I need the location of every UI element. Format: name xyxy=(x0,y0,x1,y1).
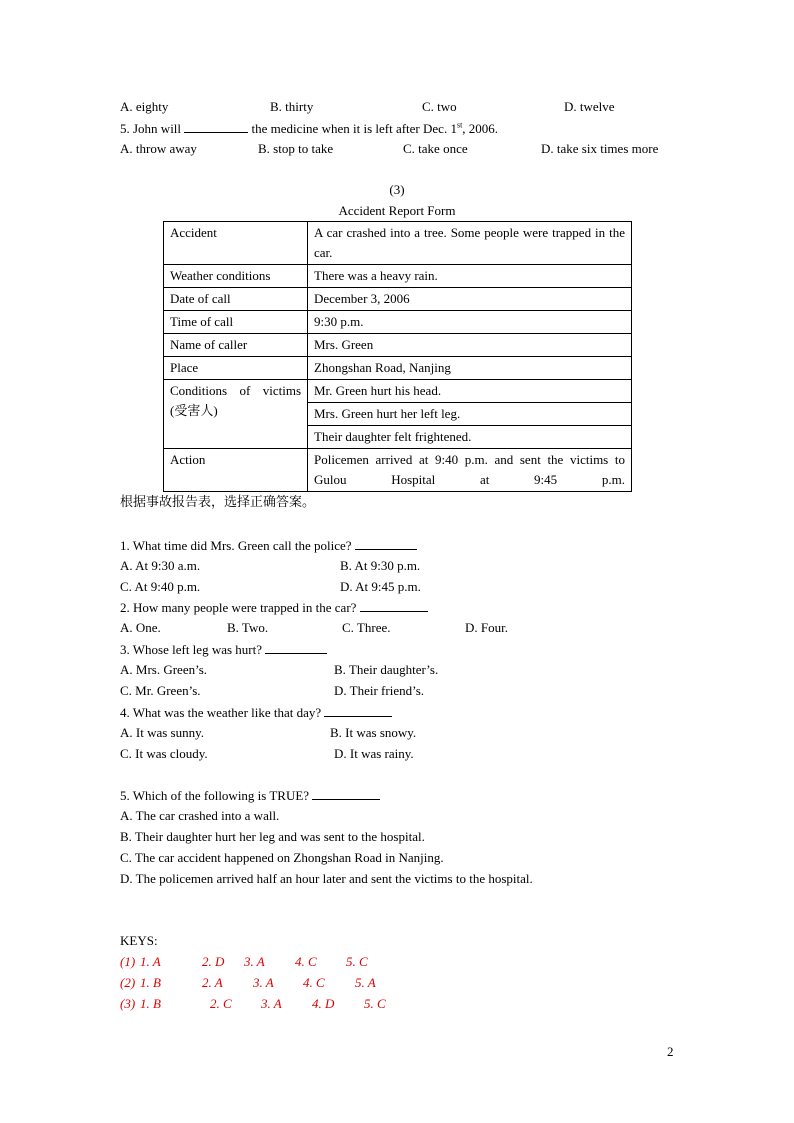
row-value: Mrs. Green xyxy=(308,334,632,357)
row-label: Action xyxy=(164,449,308,492)
table-row xyxy=(164,288,632,311)
key-answer: 5. A xyxy=(355,975,376,990)
q5b-option-b: B. Their daughter hurt her leg and was sent to the hospital. xyxy=(120,829,425,844)
key-answer: 1. B xyxy=(140,975,161,990)
question-text: 4. What was the weather like that day? xyxy=(120,705,322,720)
q5-stem-tail: , 2006. xyxy=(462,121,499,136)
question-4 xyxy=(120,704,392,721)
key-set-3 xyxy=(120,996,386,1012)
row-value: Zhongshan Road, Nanjing xyxy=(308,357,632,380)
key-set-2 xyxy=(120,975,376,991)
answer-blank xyxy=(312,787,380,800)
q4-option-a: A. eighty xyxy=(120,99,169,114)
table-row xyxy=(164,311,632,334)
page-number: 2 xyxy=(667,1044,674,1059)
question-text: 2. How many people were trapped in the car? xyxy=(120,600,357,615)
table-row xyxy=(164,357,632,380)
answer-blank xyxy=(324,704,392,717)
q1-option-c: C. At 9:40 p.m. xyxy=(120,579,201,594)
q4-option-c: C. It was cloudy. xyxy=(120,746,208,761)
q4-option-d: D. twelve xyxy=(564,99,615,114)
keys-title: KEYS: xyxy=(120,933,158,948)
answer-blank xyxy=(360,599,428,612)
q5-stem-after: the medicine when it is left after Dec. 1 xyxy=(251,121,457,136)
row-value: December 3, 2006 xyxy=(308,288,632,311)
q1-option-d: D. At 9:45 p.m. xyxy=(340,579,421,594)
table-row xyxy=(164,380,632,403)
table-row xyxy=(164,222,632,265)
row-label: Weather conditions xyxy=(164,265,308,288)
row-label: Name of caller xyxy=(164,334,308,357)
q5-option-d: D. take six times more xyxy=(541,141,659,156)
question-text: 3. Whose left leg was hurt? xyxy=(120,642,262,657)
q3-option-c: C. Mr. Green’s. xyxy=(120,683,201,698)
key-answer: 4. C xyxy=(303,975,325,990)
q3-option-b: B. Their daughter’s. xyxy=(334,662,439,677)
q5-option-c: C. take once xyxy=(403,141,468,156)
key-answer: 2. A xyxy=(202,975,223,990)
row-value: There was a heavy rain. xyxy=(308,265,632,288)
key-answer: 3. A xyxy=(253,975,274,990)
question-2 xyxy=(120,599,428,616)
q4-option-c: C. two xyxy=(422,99,457,114)
q4-option-b: B. thirty xyxy=(270,99,314,114)
victim-value: Their daughter felt frightened. xyxy=(308,426,632,449)
q3-option-d: D. Their friend’s. xyxy=(334,683,425,698)
key-set-label: (3) xyxy=(120,996,136,1011)
row-label: Accident xyxy=(164,222,308,265)
q2-option-d: D. Four. xyxy=(465,620,508,635)
q2-option-a: A. One. xyxy=(120,620,161,635)
q2-option-c: C. Three. xyxy=(342,620,391,635)
instruction: 根据事故报告表，选择正确答案。 xyxy=(120,495,316,510)
row-value: 9:30 p.m. xyxy=(308,311,632,334)
q5-option-b: B. stop to take xyxy=(258,141,334,156)
row-value: A car crashed into a tree. Some people were trapped in the car. xyxy=(308,222,632,265)
q5-option-a: A. throw away xyxy=(120,141,197,156)
question-3 xyxy=(120,641,327,658)
key-answer: 5. C xyxy=(346,954,368,969)
key-answer: 2. D xyxy=(202,954,225,969)
answer-blank xyxy=(355,537,417,550)
key-answer: 3. A xyxy=(244,954,265,969)
question-5 xyxy=(120,787,380,804)
q1-option-b: B. At 9:30 p.m. xyxy=(340,558,421,573)
table-row xyxy=(164,265,632,288)
q4-option-d: D. It was rainy. xyxy=(334,746,414,761)
q5-stem-before: 5. John will xyxy=(120,121,182,136)
q5b-option-c: C. The car accident happened on Zhongshan Road in Nanjing. xyxy=(120,850,444,865)
q5b-option-d: D. The policemen arrived half an hour later and sent the victims to the hospital. xyxy=(120,871,533,886)
key-answer: 1. B xyxy=(140,996,161,1011)
q4-option-b: B. It was snowy. xyxy=(330,725,417,740)
question-1 xyxy=(120,537,417,554)
victim-value: Mr. Green hurt his head. xyxy=(308,380,632,403)
key-answer: 3. A xyxy=(261,996,282,1011)
q5b-option-a: A. The car crashed into a wall. xyxy=(120,808,280,823)
question-text: 1. What time did Mrs. Green call the police? xyxy=(120,538,352,553)
key-answer: 5. C xyxy=(364,996,386,1011)
q5-stem-sup: st xyxy=(456,120,463,130)
q1-option-a: A. At 9:30 a.m. xyxy=(120,558,201,573)
table-row xyxy=(164,334,632,357)
q2-option-b: B. Two. xyxy=(227,620,269,635)
form-title: Accident Report Form xyxy=(338,203,456,218)
key-answer: 2. C xyxy=(210,996,232,1011)
table-row xyxy=(164,449,632,492)
key-answer: 1. A xyxy=(140,954,161,969)
row-label: Place xyxy=(164,357,308,380)
key-set-label: (2) xyxy=(120,975,136,990)
key-set-1 xyxy=(120,954,368,970)
question-text: 5. Which of the following is TRUE? xyxy=(120,788,310,803)
answer-blank xyxy=(265,641,327,654)
victim-value: Mrs. Green hurt her left leg. xyxy=(308,403,632,426)
q3-option-a: A. Mrs. Green’s. xyxy=(120,662,208,677)
row-label: Date of call xyxy=(164,288,308,311)
accident-report-table xyxy=(163,221,632,492)
row-value: Policemen arrived at 9:40 p.m. and sent the victims to Gulou Hospital at 9:45 p.m. xyxy=(308,449,632,492)
victims-label-line: Conditions of victims xyxy=(170,383,301,398)
answer-blank xyxy=(184,120,248,133)
row-label: Time of call xyxy=(164,311,308,334)
victims-label-cn: (受害人) xyxy=(170,403,218,418)
key-answer: 4. C xyxy=(295,954,317,969)
q4-option-a: A. It was sunny. xyxy=(120,725,205,740)
key-answer: 4. D xyxy=(312,996,335,1011)
victims-label xyxy=(164,380,308,449)
q5-stem xyxy=(120,120,498,137)
key-set-label: (1) xyxy=(120,954,136,969)
section-number: (3) xyxy=(389,182,405,197)
